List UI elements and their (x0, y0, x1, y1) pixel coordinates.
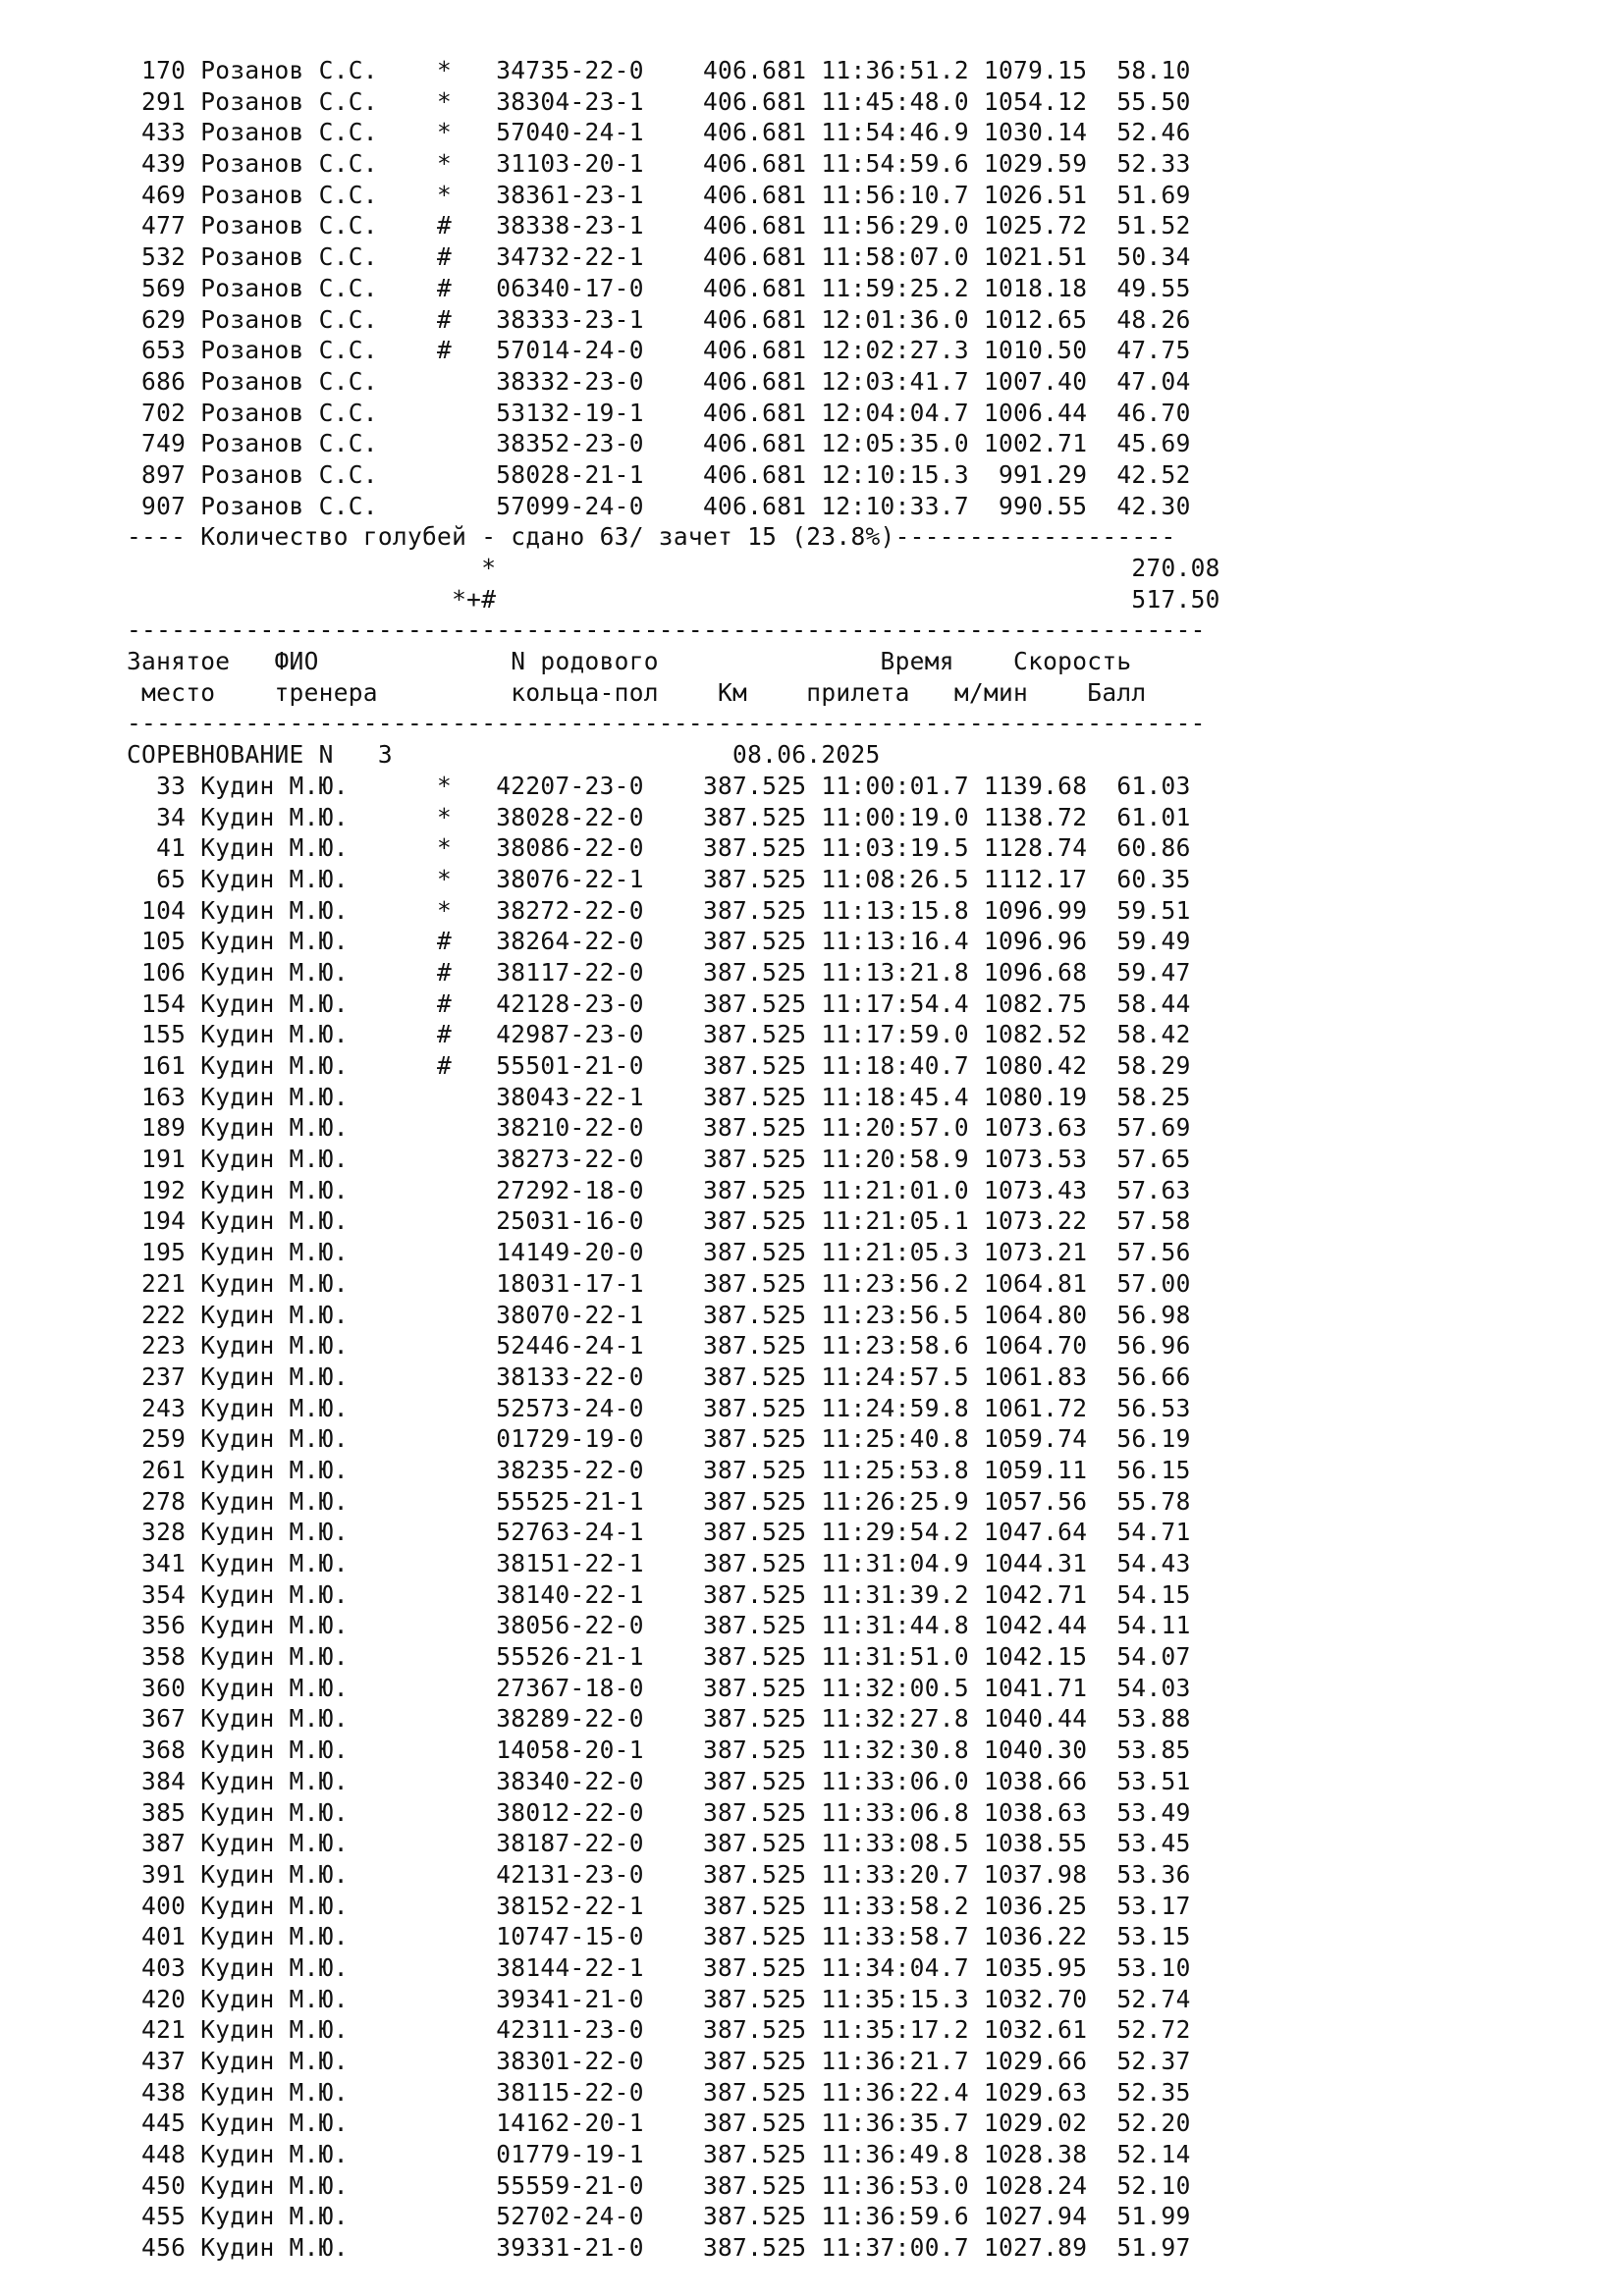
result-row: 455 Кудин М.Ю. 52702-24-0 387.525 11:36:59.6 1027.94 51.99 (127, 2202, 1191, 2231)
result-row: 354 Кудин М.Ю. 38140-22-1 387.525 11:31:39.2 1042.71 54.15 (127, 1579, 1191, 1609)
result-row: 532 Розанов С.С. # 34732-22-1 406.681 11:58:07.0 1021.51 50.34 (127, 242, 1191, 272)
column-header-line-2: место тренера кольца-пол Км прилета м/мин Балл (127, 677, 1147, 707)
column-header-line-1: Занятое ФИО N родового Время Скорость (127, 647, 1132, 676)
result-row: 368 Кудин М.Ю. 14058-20-1 387.525 11:32:30.8 1040.30 53.85 (127, 1735, 1191, 1765)
result-row: 907 Розанов С.С. 57099-24-0 406.681 12:10:33.7 990.55 42.30 (127, 491, 1191, 520)
result-row: 33 Кудин М.Ю. * 42207-23-0 387.525 11:00:01.7 1139.68 61.03 (127, 771, 1191, 800)
result-row: 189 Кудин М.Ю. 38210-22-0 387.525 11:20:57.0 1073.63 57.69 (127, 1113, 1191, 1143)
result-row: 223 Кудин М.Ю. 52446-24-1 387.525 11:23:58.6 1064.70 56.96 (127, 1331, 1191, 1361)
result-row: 437 Кудин М.Ю. 38301-22-0 387.525 11:36:21.7 1029.66 52.37 (127, 2047, 1191, 2075)
star-total: * 270.08 (127, 554, 1220, 582)
result-row: 105 Кудин М.Ю. # 38264-22-0 387.525 11:13:16.4 1096.96 59.49 (127, 927, 1191, 956)
result-row: 360 Кудин М.Ю. 27367-18-0 387.525 11:32:00.5 1041.71 54.03 (127, 1673, 1191, 1702)
result-row: 291 Розанов С.С. * 38304-23-1 406.681 11:45:48.0 1054.12 55.50 (127, 86, 1191, 116)
result-row: 469 Розанов С.С. * 38361-23-1 406.681 11:56:10.7 1026.51 51.69 (127, 180, 1191, 209)
result-row: 194 Кудин М.Ю. 25031-16-0 387.525 11:21:05.1 1073.22 57.58 (127, 1206, 1191, 1236)
divider: ------------------------------------------------------------------------- (127, 615, 1206, 645)
pigeon-count-summary: ---- Количество голубей - сдано 63/ зачет 15 (23.8%)------------------- (127, 522, 1176, 552)
result-row: 161 Кудин М.Ю. # 55501-21-0 387.525 11:18:40.7 1080.42 58.29 (127, 1051, 1191, 1080)
result-row: 702 Розанов С.С. 53132-19-1 406.681 12:04:04.7 1006.44 46.70 (127, 398, 1191, 427)
results-document (127, 55, 1220, 2264)
result-row: 358 Кудин М.Ю. 55526-21-1 387.525 11:31:51.0 1042.15 54.07 (127, 1642, 1191, 1672)
result-row: 278 Кудин М.Ю. 55525-21-1 387.525 11:26:25.9 1057.56 55.78 (127, 1486, 1191, 1516)
result-row: 387 Кудин М.Ю. 38187-22-0 387.525 11:33:08.5 1038.55 53.45 (127, 1829, 1191, 1858)
result-row: 401 Кудин М.Ю. 10747-15-0 387.525 11:33:58.7 1036.22 53.15 (127, 1922, 1191, 1951)
result-row: 403 Кудин М.Ю. 38144-22-1 387.525 11:34:04.7 1035.95 53.10 (127, 1952, 1191, 1982)
result-row: 106 Кудин М.Ю. # 38117-22-0 387.525 11:13:21.8 1096.68 59.47 (127, 957, 1191, 987)
competition-title: СОРЕВНОВАНИЕ N 3 08.06.2025 (127, 740, 881, 770)
result-row: 477 Розанов С.С. # 38338-23-1 406.681 11:56:29.0 1025.72 51.52 (127, 211, 1191, 240)
result-row: 195 Кудин М.Ю. 14149-20-0 387.525 11:21:05.3 1073.21 57.56 (127, 1238, 1191, 1267)
result-row: 653 Розанов С.С. # 57014-24-0 406.681 12:02:27.3 1010.50 47.75 (127, 336, 1191, 365)
result-row: 104 Кудин М.Ю. * 38272-22-0 387.525 11:13:15.8 1096.99 59.51 (127, 895, 1191, 925)
result-row: 897 Розанов С.С. 58028-21-1 406.681 12:10:15.3 991.29 42.52 (127, 459, 1191, 489)
result-row: 384 Кудин М.Ю. 38340-22-0 387.525 11:33:06.0 1038.66 53.51 (127, 1766, 1191, 1795)
result-row: 356 Кудин М.Ю. 38056-22-0 387.525 11:31:44.8 1042.44 54.11 (127, 1611, 1191, 1640)
result-row: 420 Кудин М.Ю. 39341-21-0 387.525 11:35:15.3 1032.70 52.74 (127, 1984, 1191, 2013)
result-row: 163 Кудин М.Ю. 38043-22-1 387.525 11:18:45.4 1080.19 58.25 (127, 1082, 1191, 1111)
result-row: 569 Розанов С.С. # 06340-17-0 406.681 11:59:25.2 1018.18 49.55 (127, 273, 1191, 302)
result-row: 41 Кудин М.Ю. * 38086-22-0 387.525 11:03:19.5 1128.74 60.86 (127, 833, 1191, 863)
result-row: 170 Розанов С.С. * 34735-22-0 406.681 11:36:51.2 1079.15 58.10 (127, 56, 1191, 84)
result-row: 445 Кудин М.Ю. 14162-20-1 387.525 11:36:35.7 1029.02 52.20 (127, 2109, 1191, 2138)
result-row: 749 Розанов С.С. 38352-23-0 406.681 12:05:35.0 1002.71 45.69 (127, 429, 1191, 458)
result-row: 367 Кудин М.Ю. 38289-22-0 387.525 11:32:27.8 1040.44 53.88 (127, 1704, 1191, 1734)
result-row: 391 Кудин М.Ю. 42131-23-0 387.525 11:33:20.7 1037.98 53.36 (127, 1859, 1191, 1889)
result-row: 439 Розанов С.С. * 31103-20-1 406.681 11:54:59.6 1029.59 52.33 (127, 149, 1191, 179)
result-row: 341 Кудин М.Ю. 38151-22-1 387.525 11:31:04.9 1044.31 54.43 (127, 1549, 1191, 1577)
result-row: 155 Кудин М.Ю. # 42987-23-0 387.525 11:17:59.0 1082.52 58.42 (127, 1020, 1191, 1049)
result-row: 438 Кудин М.Ю. 38115-22-0 387.525 11:36:22.4 1029.63 52.35 (127, 2077, 1191, 2107)
result-row: 243 Кудин М.Ю. 52573-24-0 387.525 11:24:59.8 1061.72 56.53 (127, 1393, 1191, 1422)
result-row: 65 Кудин М.Ю. * 38076-22-1 387.525 11:08:26.5 1112.17 60.35 (127, 864, 1191, 893)
result-row: 191 Кудин М.Ю. 38273-22-0 387.525 11:20:58.9 1073.53 57.65 (127, 1145, 1191, 1174)
divider: ------------------------------------------------------------------------- (127, 709, 1206, 738)
result-row: 221 Кудин М.Ю. 18031-17-1 387.525 11:23:56.2 1064.81 57.00 (127, 1268, 1191, 1298)
result-row: 222 Кудин М.Ю. 38070-22-1 387.525 11:23:56.5 1064.80 56.98 (127, 1300, 1191, 1329)
result-row: 629 Розанов С.С. # 38333-23-1 406.681 12:01:36.0 1012.65 48.26 (127, 304, 1191, 334)
result-row: 400 Кудин М.Ю. 38152-22-1 387.525 11:33:58.2 1036.25 53.17 (127, 1891, 1191, 1920)
result-row: 261 Кудин М.Ю. 38235-22-0 387.525 11:25:53.8 1059.11 56.15 (127, 1455, 1191, 1484)
result-row: 686 Розанов С.С. 38332-23-0 406.681 12:03:41.7 1007.40 47.04 (127, 366, 1191, 396)
result-row: 192 Кудин М.Ю. 27292-18-0 387.525 11:21:01.0 1073.43 57.63 (127, 1175, 1191, 1204)
result-row: 237 Кудин М.Ю. 38133-22-0 387.525 11:24:57.5 1061.83 56.66 (127, 1362, 1191, 1391)
result-row: 433 Розанов С.С. * 57040-24-1 406.681 11:54:46.9 1030.14 52.46 (127, 118, 1191, 147)
result-row: 450 Кудин М.Ю. 55559-21-0 387.525 11:36:53.0 1028.24 52.10 (127, 2170, 1191, 2200)
result-row: 328 Кудин М.Ю. 52763-24-1 387.525 11:29:54.2 1047.64 54.71 (127, 1518, 1191, 1547)
result-row: 421 Кудин М.Ю. 42311-23-0 387.525 11:35:17.2 1032.61 52.72 (127, 2015, 1191, 2045)
result-row: 259 Кудин М.Ю. 01729-19-0 387.525 11:25:40.8 1059.74 56.19 (127, 1424, 1191, 1454)
result-row: 456 Кудин М.Ю. 39331-21-0 387.525 11:37:00.7 1027.89 51.97 (127, 2233, 1191, 2263)
result-row: 154 Кудин М.Ю. # 42128-23-0 387.525 11:17:54.4 1082.75 58.44 (127, 988, 1191, 1018)
result-row: 448 Кудин М.Ю. 01779-19-1 387.525 11:36:49.8 1028.38 52.14 (127, 2140, 1191, 2169)
result-row: 385 Кудин М.Ю. 38012-22-0 387.525 11:33:06.8 1038.63 53.49 (127, 1797, 1191, 1827)
result-row: 34 Кудин М.Ю. * 38028-22-0 387.525 11:00:19.0 1138.72 61.01 (127, 802, 1191, 831)
starplus-total: *+# 517.50 (127, 584, 1220, 614)
